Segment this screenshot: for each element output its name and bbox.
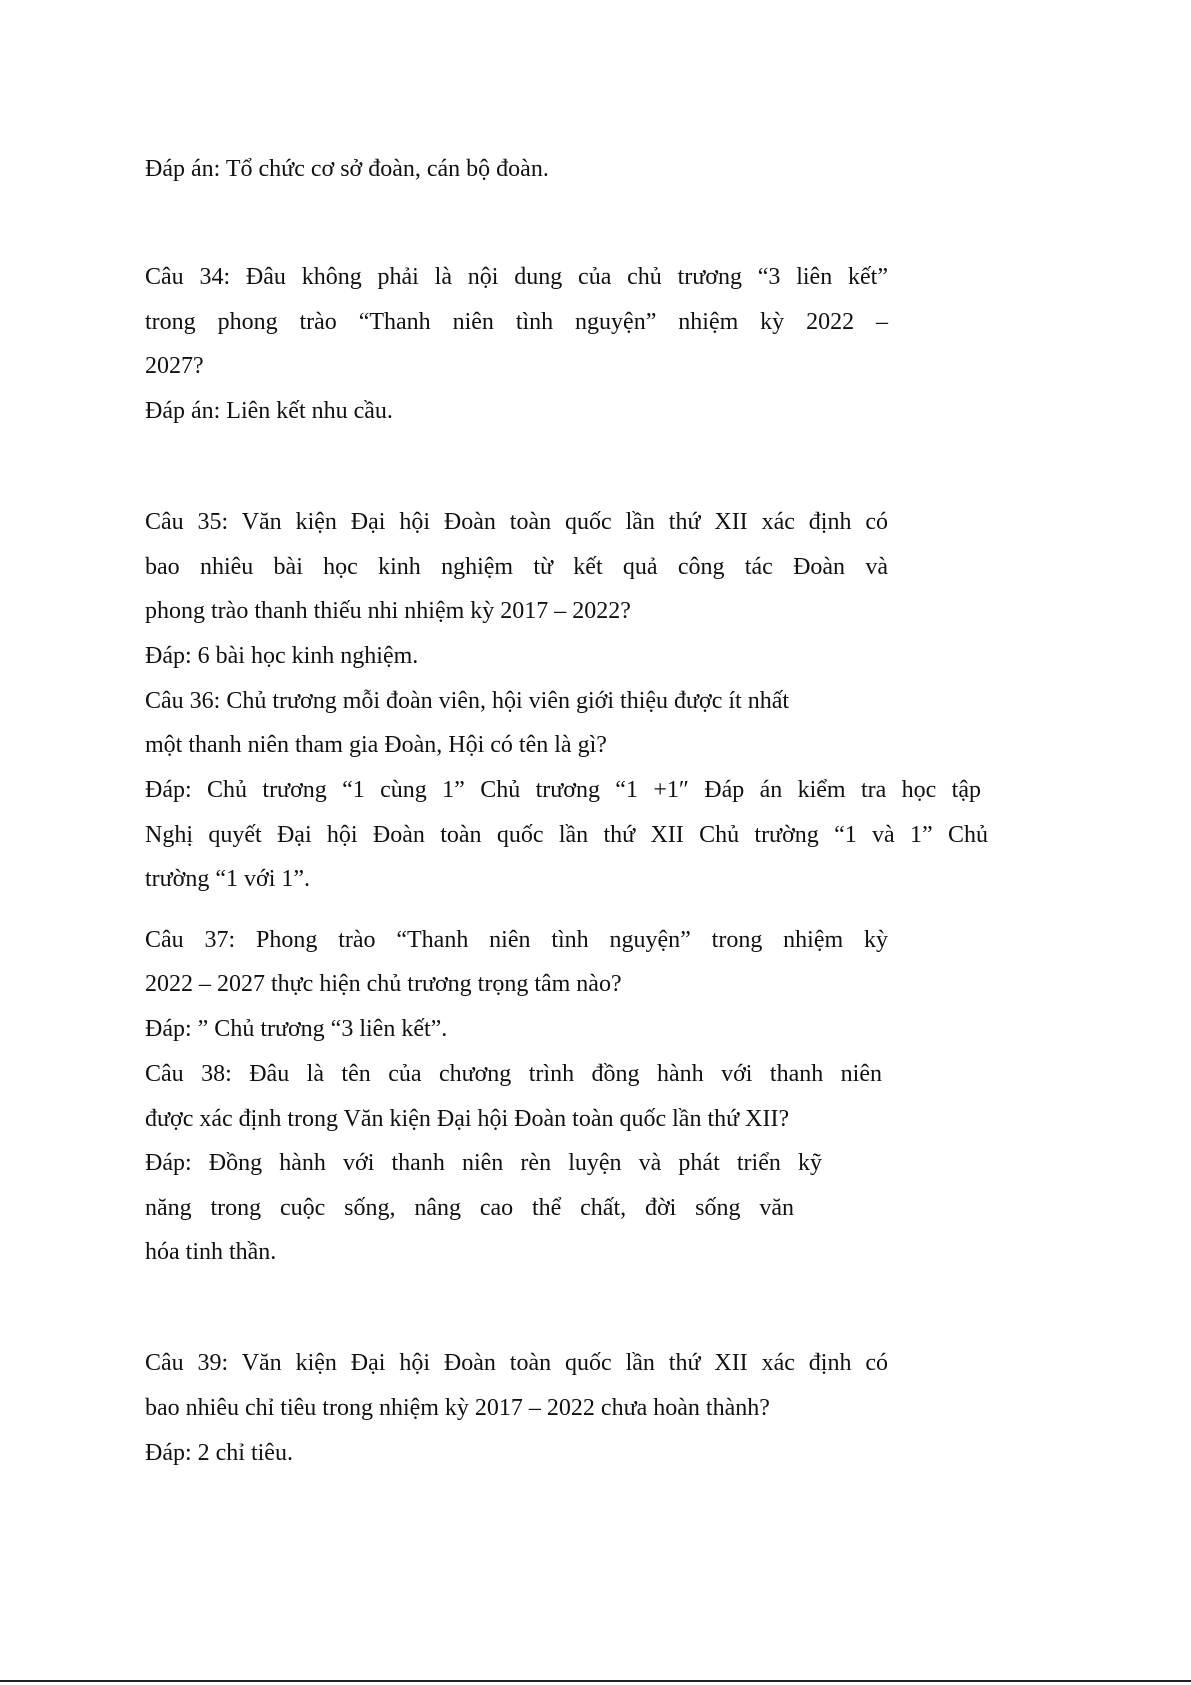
answer-38-line-2: năng trong cuộc sống, nâng cao thể chất, đời sống văn <box>145 1195 794 1221</box>
answer-36-line-2: Nghị quyết Đại hội Đoàn toàn quốc lần thứ XII Chủ trường “1 và 1” Chủ <box>145 822 988 848</box>
question-36-line-2: một thanh niên tham gia Đoàn, Hội có tên là gì? <box>145 732 607 758</box>
page-bottom-divider <box>0 1680 1191 1682</box>
answer-37: Đáp: ” Chủ trương “3 liên kết”. <box>145 1016 448 1042</box>
answer-38-line-1: Đáp: Đồng hành với thanh niên rèn luyện và phát triển kỹ <box>145 1150 822 1176</box>
question-37-line-2: 2022 – 2027 thực hiện chủ trương trọng tâm nào? <box>145 971 622 997</box>
answer-36-line-3: trường “1 với 1”. <box>145 866 311 892</box>
question-37-line-1: Câu 37: Phong trào “Thanh niên tình nguyện” trong nhiệm kỳ <box>145 927 888 953</box>
answer-39: Đáp: 2 chỉ tiêu. <box>145 1440 293 1466</box>
question-34-line-1: Câu 34: Đâu không phải là nội dung của chủ trương “3 liên kết” <box>145 264 888 290</box>
answer-38-line-3: hóa tinh thần. <box>145 1239 277 1265</box>
question-39-line-2: bao nhiêu chỉ tiêu trong nhiệm kỳ 2017 – 2022 chưa hoàn thành? <box>145 1395 770 1421</box>
question-34-line-2: trong phong trào “Thanh niên tình nguyện” nhiệm kỳ 2022 – <box>145 309 888 335</box>
question-39-line-1: Câu 39: Văn kiện Đại hội Đoàn toàn quốc lần thứ XII xác định có <box>145 1350 888 1376</box>
question-34-line-3: 2027? <box>145 353 204 379</box>
answer-34: Đáp án: Liên kết nhu cầu. <box>145 398 393 424</box>
question-36-line-1: Câu 36: Chủ trương mỗi đoàn viên, hội viên giới thiệu được ít nhất <box>145 688 790 714</box>
question-38-line-2: được xác định trong Văn kiện Đại hội Đoàn toàn quốc lần thứ XII? <box>145 1106 790 1132</box>
question-38-line-1: Câu 38: Đâu là tên của chương trình đồng hành với thanh niên <box>145 1061 882 1087</box>
answer-33: Đáp án: Tổ chức cơ sở đoàn, cán bộ đoàn. <box>145 156 549 182</box>
question-35-line-1: Câu 35: Văn kiện Đại hội Đoàn toàn quốc lần thứ XII xác định có <box>145 509 888 535</box>
question-35-line-3: phong trào thanh thiếu nhi nhiệm kỳ 2017 – 2022? <box>145 598 631 624</box>
answer-35: Đáp: 6 bài học kinh nghiệm. <box>145 643 419 669</box>
answer-36-line-1: Đáp: Chủ trương “1 cùng 1” Chủ trương “1 +1″ Đáp án kiểm tra học tập <box>145 777 981 803</box>
question-35-line-2: bao nhiêu bài học kinh nghiệm từ kết quả công tác Đoàn và <box>145 554 888 580</box>
